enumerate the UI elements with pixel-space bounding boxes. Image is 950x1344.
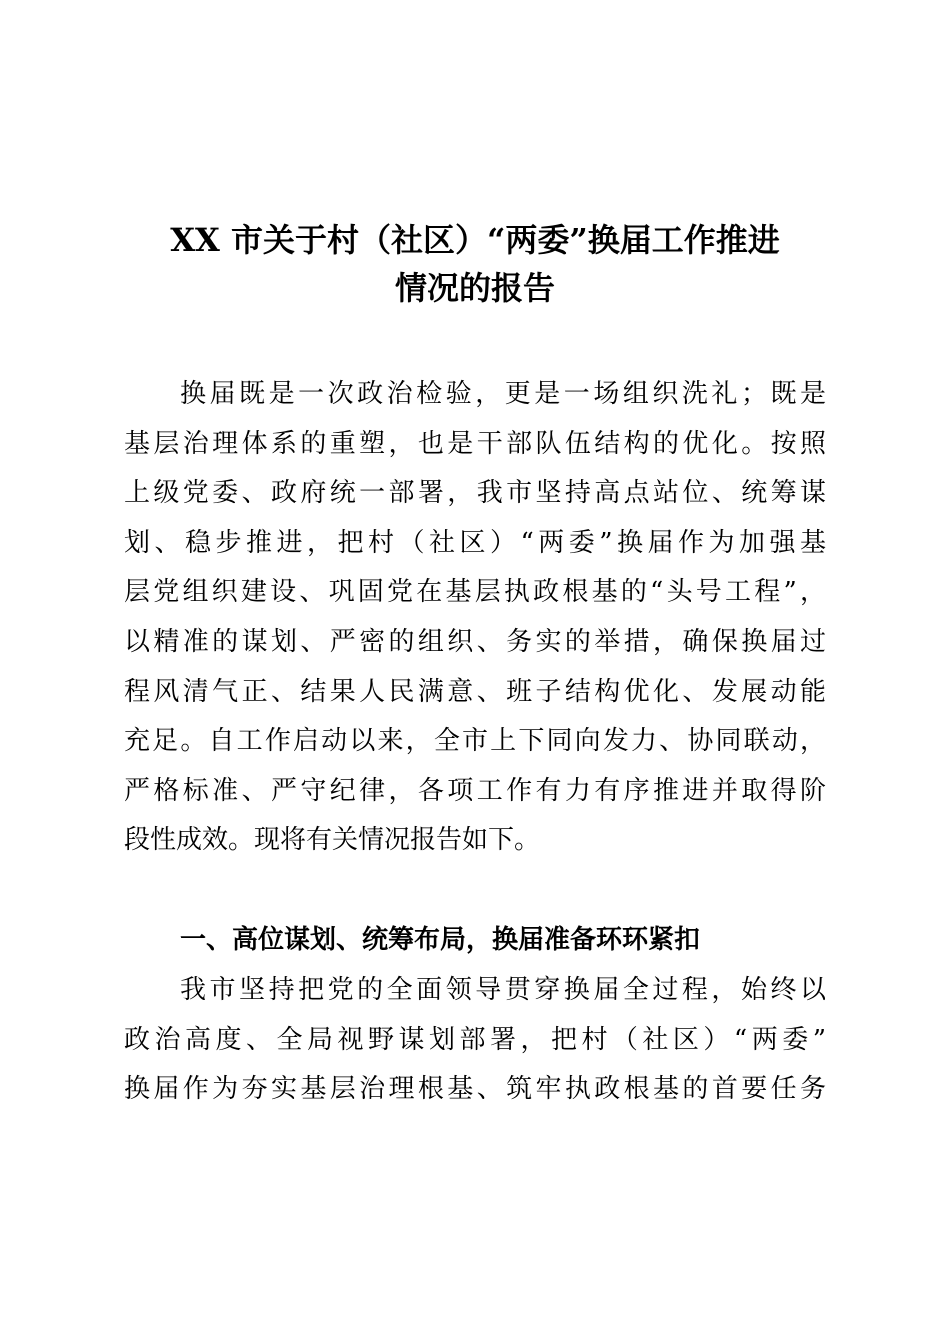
paragraph-line: 划、稳步推进，把村（社区）“两委”换届作为加强基 xyxy=(124,527,826,558)
paragraph-line: 政治高度、全局视野谋划部署，把村（社区）“两委” xyxy=(124,1024,826,1055)
paragraph-line: 以精准的谋划、严密的组织、务实的举措，确保换届过 xyxy=(124,626,826,657)
paragraph-line: 我市坚持把党的全面领导贯穿换届全过程，始终以 xyxy=(180,975,826,1005)
paragraph-line: 层党组织建设、巩固党在基层执政根基的“头号工程”， xyxy=(124,577,826,608)
paragraph-line: 段性成效。现将有关情况报告如下。 xyxy=(124,825,541,856)
paragraph-line: 上级党委、政府统一部署，我市坚持高点站位、统筹谋 xyxy=(124,478,826,509)
title-line: XX 市关于村（社区）“两委”换届工作推进 xyxy=(170,221,780,259)
paragraph-line: 程风清气正、结果人民满意、班子结构优化、发展动能 xyxy=(124,676,826,707)
section-heading: 一、高位谋划、统筹布局，换届准备环环紧扣 xyxy=(180,925,701,955)
document-title xyxy=(100,216,850,312)
title-line: 情况的报告 xyxy=(394,269,555,307)
paragraph-line: 换届既是一次政治检验，更是一场组织洗礼；既是 xyxy=(180,379,826,409)
paragraph-line: 基层治理体系的重塑，也是干部队伍结构的优化。按照 xyxy=(124,428,826,459)
paragraph-line: 充足。自工作启动以来，全市上下同向发力、协同联动， xyxy=(124,726,826,757)
paragraph-intro xyxy=(124,370,826,866)
paragraph-line: 换届作为夯实基层治理根基、筑牢执政根基的首要任务 xyxy=(124,1074,826,1105)
paragraph-section1 xyxy=(124,966,826,1115)
paragraph-line: 严格标准、严守纪律，各项工作有力有序推进并取得阶 xyxy=(124,775,826,806)
